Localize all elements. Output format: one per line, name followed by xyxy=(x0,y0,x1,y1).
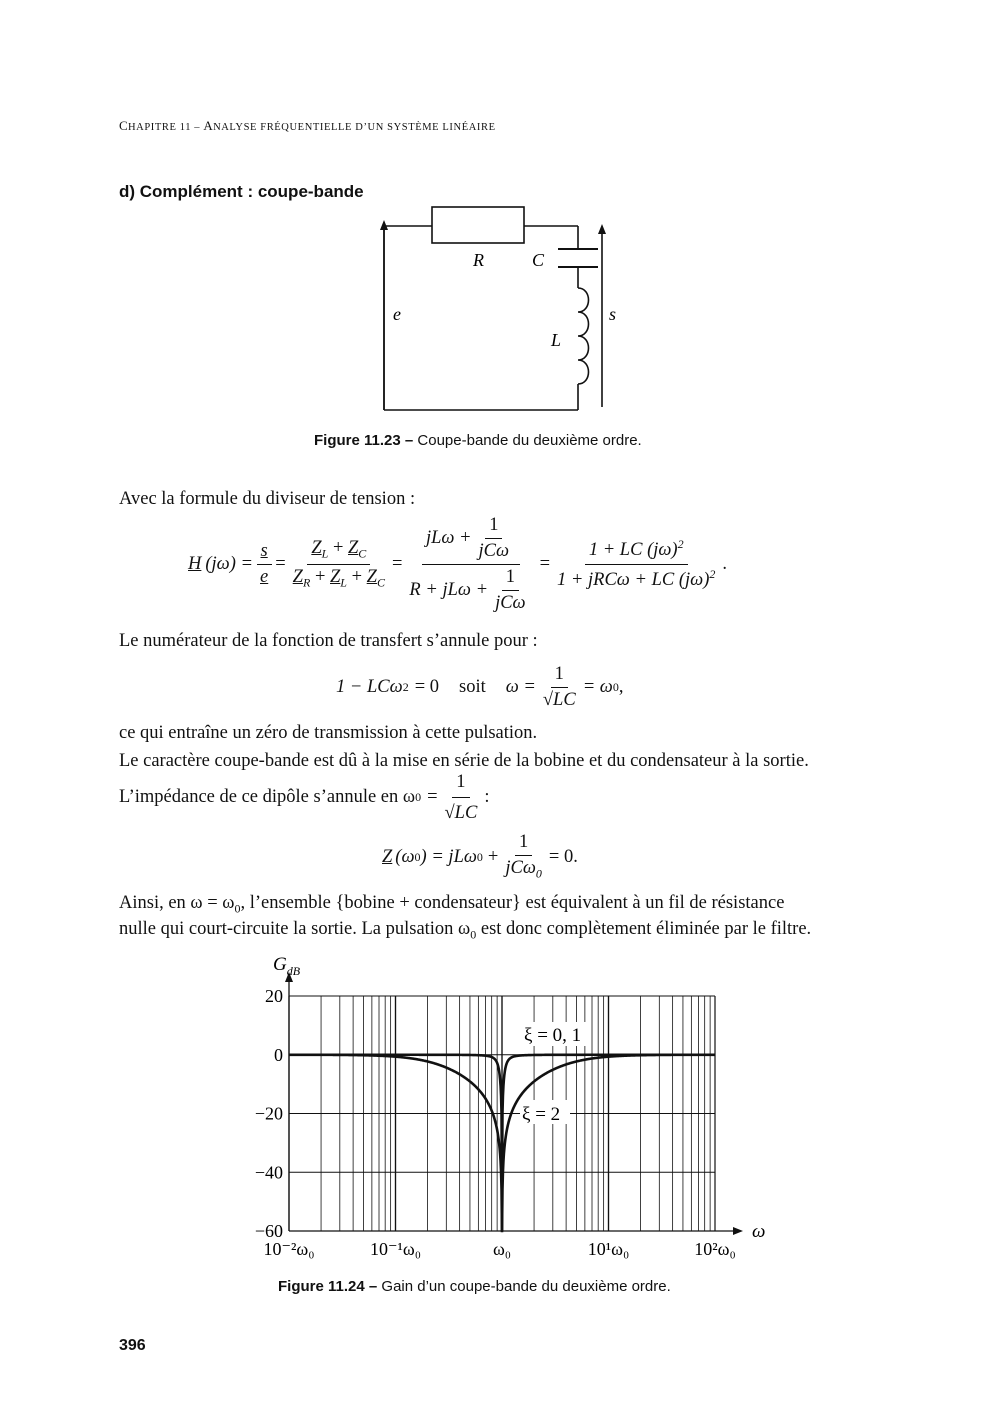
eq1-jw: (jω) = xyxy=(205,553,254,574)
figure-23-number: Figure 11.23 xyxy=(314,432,401,449)
eq2-sub0: 0 xyxy=(612,679,619,694)
para6-b: , l’ensemble {bobine + condensateur} est équivalent à un fil de résistance xyxy=(240,893,785,913)
eq1-den-components xyxy=(405,565,536,614)
eq1-frac-components xyxy=(405,515,536,614)
eq1-jCw-1: jCω xyxy=(478,540,510,561)
eq1-period: . xyxy=(722,553,728,574)
eq3-den xyxy=(501,856,546,882)
eq1-one-1: 1 xyxy=(485,515,502,539)
figure-24-number: Figure 11.24 xyxy=(278,1278,365,1295)
para5-sub0: 0 xyxy=(415,790,422,804)
para7-a: nulle qui court-circuite la sortie. La pulsation ω xyxy=(119,919,471,939)
eq1-jCw-2: jCω xyxy=(495,592,526,613)
eq1-frac-se xyxy=(256,541,272,588)
output-arrow-head xyxy=(598,224,606,234)
label-e: e xyxy=(393,304,401,324)
paragraph-2: Le numérateur de la fonction de transfert s’annule pour : xyxy=(119,631,538,651)
chart-y-ticks xyxy=(255,986,283,1241)
eq2-sqrt: √LC xyxy=(542,689,576,710)
eq1-ZR: Z xyxy=(292,566,303,587)
para7-b: est donc complètement éliminée par le filtre. xyxy=(476,919,812,939)
eq1-final-num xyxy=(585,537,688,564)
y-tick-label: −20 xyxy=(254,1103,283,1124)
eq3-end: = 0. xyxy=(548,846,578,867)
paragraph-5 xyxy=(119,770,489,824)
equation-transfer-function xyxy=(188,514,727,614)
eq1-final-num-text: 1 + LC (jω) xyxy=(588,540,678,561)
page-number: 396 xyxy=(119,1337,146,1354)
eq1-frac-inner-1 xyxy=(475,515,514,562)
eq1-s: s xyxy=(257,541,272,565)
para6-a: Ainsi, en ω = ω xyxy=(119,893,235,913)
eq1-frac-inner-2 xyxy=(491,567,530,614)
eq1-plus-1: + xyxy=(332,537,344,558)
eq1-equals-2: = xyxy=(391,553,403,574)
eq3-den-text: jCω xyxy=(505,858,536,879)
label-R: R xyxy=(473,250,484,270)
eq2-comma: , xyxy=(618,676,624,697)
figure-23-caption xyxy=(314,432,642,449)
eq1-num-impedances xyxy=(307,538,370,565)
eq3-one: 1 xyxy=(515,832,532,856)
para5-sqrt: √LC xyxy=(444,802,478,823)
para7-sub0: 0 xyxy=(470,927,477,942)
circuit-diagram xyxy=(370,200,640,420)
x-tick-label: 10⁻²ω₀ xyxy=(263,1239,315,1259)
label-s: s xyxy=(609,304,617,324)
eq1-sub-L-2: L xyxy=(340,575,347,590)
label-L: L xyxy=(551,330,562,350)
header-title-a: A xyxy=(203,118,214,133)
x-tick-label: 10⁻¹ω₀ xyxy=(369,1239,422,1259)
para5-text: L’impédance de ce dipôle s’annule en ω xyxy=(119,787,416,807)
eq1-final-den-text: 1 + jRCω + LC (jω) xyxy=(557,569,710,590)
header-title-rest: NALYSE FRÉQUENTIELLE D’UN SYSTÈME LINÉAIRE xyxy=(213,122,496,133)
resistor xyxy=(432,207,524,243)
figure-23-text: Coupe-bande du deuxième ordre. xyxy=(417,432,642,449)
para5-one: 1 xyxy=(452,769,469,798)
eq1-H: H xyxy=(188,553,202,574)
eq3-mid: ) = jLω xyxy=(420,846,477,867)
section-title: d) Complément : coupe-bande xyxy=(119,182,364,201)
eq3-Z: Z xyxy=(382,846,393,867)
eq2-right: = ω xyxy=(582,676,613,697)
eq2-frac xyxy=(539,664,580,711)
eq1-frac-impedances xyxy=(289,538,389,590)
eq2-zero: = 0 xyxy=(414,676,439,697)
figure-24-dash: – xyxy=(368,1278,378,1295)
eq1-final-den xyxy=(553,565,719,591)
para5-frac xyxy=(441,769,482,826)
equation-zero xyxy=(336,658,624,716)
eq1-equals-1: = xyxy=(275,553,286,574)
y-axis-label: $G_{dB}$ xyxy=(273,954,301,978)
eq1-final-den-sq: 2 xyxy=(709,566,716,581)
eq1-R-jLw: R + jLω + xyxy=(409,579,489,600)
paragraph-1: Avec la formule du diviseur de tension : xyxy=(119,489,416,509)
eq3-sub0-1: 0 xyxy=(414,849,421,864)
eq1-plus-2: + xyxy=(314,566,326,587)
eq2-left: 1 − LCω xyxy=(336,676,403,697)
annotation-xi-01-text: ξ = 0, 1 xyxy=(524,1025,582,1046)
x-tick-label: 10²ω₀ xyxy=(694,1239,736,1259)
header-chapter-c: C xyxy=(119,118,128,133)
eq3-arg: (ω xyxy=(395,846,415,867)
x-axis-arrow xyxy=(733,1227,743,1235)
eq3-frac xyxy=(501,832,546,882)
paragraph-7 xyxy=(119,916,811,948)
chart-x-ticks xyxy=(263,1239,735,1259)
para5-colon: : xyxy=(484,787,490,807)
eq1-plus-3: + xyxy=(351,566,363,587)
label-C: C xyxy=(532,250,545,270)
eq1-den-impedances xyxy=(289,565,389,591)
eq1-ZL-2: Z xyxy=(330,566,341,587)
y-tick-label: 20 xyxy=(265,986,283,1006)
annotation-xi-01 xyxy=(522,1022,590,1046)
eq1-sub-L: L xyxy=(321,546,329,561)
eq3-plus: + xyxy=(487,846,499,867)
header-chapter-rest: HAPITRE 11 – xyxy=(127,122,204,133)
eq1-sub-C: C xyxy=(358,546,367,561)
paragraph-4: Le caractère coupe-bande est dû à la mise en série de la bobine et du condensateur à la sortie. xyxy=(119,751,809,771)
input-arrow-head xyxy=(380,220,388,230)
eq1-final-num-sq: 2 xyxy=(677,537,684,552)
inductor xyxy=(578,288,589,384)
y-tick-label: −60 xyxy=(254,1221,283,1241)
eq1-e: e xyxy=(260,566,269,587)
annotation-xi-2-text: ξ = 2 xyxy=(522,1104,561,1125)
y-tick-label: 0 xyxy=(274,1044,283,1065)
eq1-frac-final xyxy=(553,537,719,590)
eq2-sq: 2 xyxy=(402,679,409,694)
equation-impedance xyxy=(382,830,578,884)
x-axis-label: ω xyxy=(752,1221,766,1242)
eq1-one-2: 1 xyxy=(502,567,519,591)
chart-frame xyxy=(285,972,743,1235)
eq1-equals-3: = xyxy=(539,553,551,574)
paragraph-3: ce qui entraîne un zéro de transmission à cette pulsation. xyxy=(119,723,538,743)
figure-24-caption xyxy=(278,1278,671,1295)
eq2-omega: ω = xyxy=(505,676,536,697)
annotation-xi-2 xyxy=(520,1100,570,1125)
eq2-one: 1 xyxy=(551,664,568,688)
eq3-sub0-3: 0 xyxy=(535,866,542,881)
x-tick-label: ω₀ xyxy=(492,1239,512,1259)
eq1-jLw: jLω + xyxy=(425,527,472,548)
eq1-sub-C-2: C xyxy=(376,575,385,590)
running-header xyxy=(119,118,496,134)
eq2-soit: soit xyxy=(459,676,486,697)
y-tick-label: −40 xyxy=(254,1162,283,1183)
bode-gain-chart xyxy=(230,948,790,1274)
eq1-ZC: Z xyxy=(348,537,359,558)
figure-23-dash: – xyxy=(404,432,414,449)
para5-eq: = xyxy=(427,787,438,807)
para6-sub0: 0 xyxy=(234,901,241,916)
eq3-sub0-2: 0 xyxy=(476,849,483,864)
x-tick-label: 10¹ω₀ xyxy=(587,1239,630,1259)
eq1-ZL: Z xyxy=(311,537,322,558)
figure-24-text: Gain d’un coupe-bande du deuxième ordre. xyxy=(381,1278,671,1295)
eq1-ZC-2: Z xyxy=(366,566,377,587)
eq1-sub-R: R xyxy=(302,575,311,590)
eq1-num-components xyxy=(422,515,520,565)
